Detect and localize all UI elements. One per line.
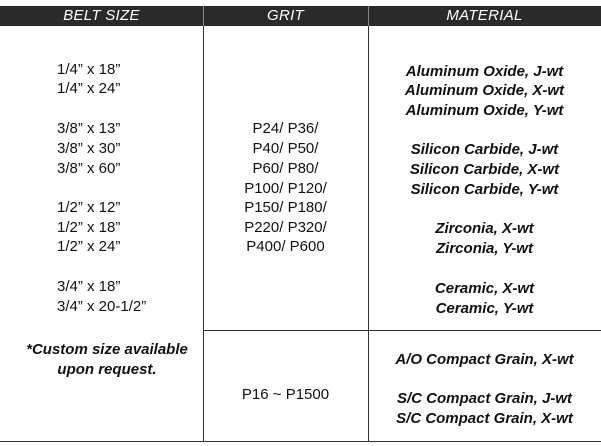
material-cell: Zirconia, Y-wt xyxy=(436,240,533,257)
material-compact-cell: S/C Compact Grain, J-wt xyxy=(396,390,573,407)
belt-size-cell: 3/8” x 60” xyxy=(57,160,121,177)
header-divider xyxy=(203,6,204,26)
table-header xyxy=(0,6,601,26)
material-cell: Aluminum Oxide, J-wt xyxy=(405,63,564,80)
column-header-belt-size: BELT SIZE xyxy=(63,7,140,24)
belt-size-cell: 3/4” x 20-1/2” xyxy=(57,298,147,315)
grit-cell: P150/ P180/ xyxy=(244,199,327,216)
belt-size-cell: 1/4” x 24” xyxy=(57,80,121,97)
grit-cell: P60/ P80/ xyxy=(252,160,319,177)
belt-size-cell: 3/8” x 30” xyxy=(57,140,121,157)
belt-size-cell: 1/2” x 12” xyxy=(57,199,121,216)
header-divider xyxy=(368,6,369,26)
grit-cell: P220/ P320/ xyxy=(244,219,327,236)
grit-cell: P400/ P600 xyxy=(246,238,325,255)
column-header-grit: GRIT xyxy=(266,7,305,24)
material-cell: Zirconia, X-wt xyxy=(435,220,534,237)
grit-cell: P100/ P120/ xyxy=(244,180,327,197)
belt-size-cell: 1/2” x 18” xyxy=(57,219,121,236)
material-cell: Ceramic, X-wt xyxy=(434,280,535,297)
belt-size-cell: 3/8” x 13” xyxy=(57,120,121,137)
belt-size-cell: 1/4” x 18” xyxy=(57,61,121,78)
table-bottom-border xyxy=(0,441,601,442)
material-cell: Silicon Carbide, J-wt xyxy=(410,141,559,158)
material-cell: Ceramic, Y-wt xyxy=(435,300,534,317)
custom-size-note: upon request. xyxy=(57,361,157,378)
grit-compact-cell: P16 ~ P1500 xyxy=(241,386,330,403)
column-header-material: MATERIAL xyxy=(446,7,523,24)
material-compact-cell: A/O Compact Grain, X-wt xyxy=(395,351,574,368)
grit-cell: P40/ P50/ xyxy=(252,140,319,157)
row-divider xyxy=(203,330,601,331)
material-cell: Aluminum Oxide, Y-wt xyxy=(405,102,564,119)
custom-size-note: *Custom size available xyxy=(26,341,188,358)
material-compact-cell: S/C Compact Grain, X-wt xyxy=(396,410,573,427)
belt-size-cell: 3/4” x 18” xyxy=(57,278,121,295)
grit-cell: P24/ P36/ xyxy=(252,120,319,137)
belt-size-cell: 1/2” x 24” xyxy=(57,238,121,255)
material-cell: Silicon Carbide, Y-wt xyxy=(410,181,559,198)
material-cell: Aluminum Oxide, X-wt xyxy=(404,82,565,99)
material-cell: Silicon Carbide, X-wt xyxy=(409,161,560,178)
